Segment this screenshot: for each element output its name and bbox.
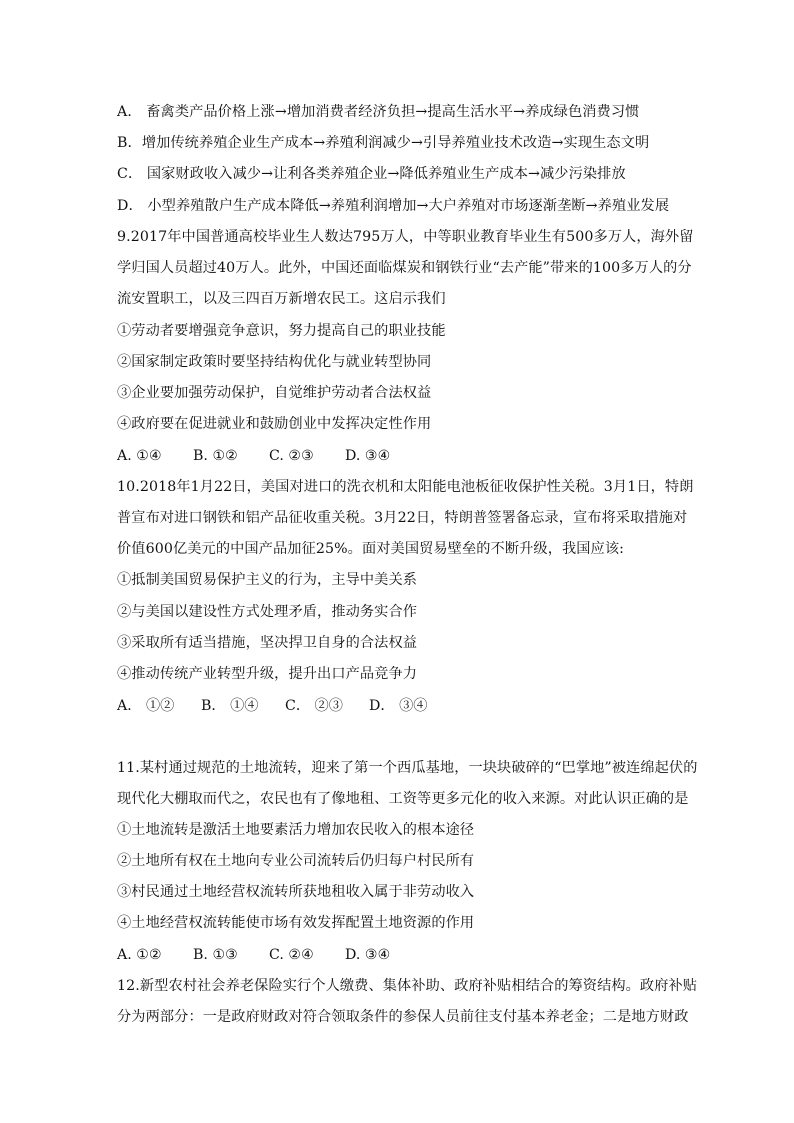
q10-choice-c: C． ②③ bbox=[285, 698, 343, 714]
q10-stem-line-2: 普宣布对进口钢铁和铝产品征收重关税。3月22日，特朗普签署备忘录，宣布将采取措施对 bbox=[117, 510, 688, 526]
q11-choice-c: C. ②④ bbox=[269, 947, 314, 963]
q9-stem-line-3: 流安置职工，以及三四百万新增农民工。这启示我们 bbox=[117, 291, 446, 307]
q10-item-4: ④推动传统产业转型升级，提升出口产品竞争力 bbox=[117, 666, 418, 682]
q11-stem-line-2: 现代化大棚取而代之，农民也有了像地租、工资等更多元化的收入来源。对此认识正确的是 bbox=[117, 791, 689, 807]
q9-choice-b: B. ①② bbox=[193, 448, 238, 464]
q9-choices bbox=[117, 446, 421, 466]
q9-choice-d: D. ③④ bbox=[345, 448, 391, 464]
q10-choice-b: B． ①④ bbox=[201, 698, 259, 714]
q10-choice-a: A． ①② bbox=[117, 698, 175, 714]
q10-stem-line-1: 10.2018年1月22日，美国对进口的洗衣机和太阳能电池板征收保护性关税。3月1日，特朗 bbox=[117, 479, 694, 495]
q10-choices bbox=[117, 696, 453, 716]
q12-stem-line-1: 12.新型农村社会养老保险实行个人缴费、集体补助、政府补贴相结合的筹资结构。政府补贴 bbox=[117, 978, 698, 994]
q11-choice-a: A. ①② bbox=[117, 947, 162, 963]
q10-stem-line-3: 价值600亿美元的中国产品加征25%。面对美国贸易壁垒的不断升级，我国应该: bbox=[117, 541, 625, 557]
q8-option-d: D． 小型养殖散户生产成本降低→养殖利润增加→大户养殖对市场逐渐垄断→养殖业发展 bbox=[117, 198, 670, 214]
q11-stem-line-1: 11.某村通过规范的土地流转，迎来了第一个西瓜基地，一块块破碎的“巴掌地”被连绵起伏的 bbox=[117, 760, 698, 776]
q9-stem-line-1: 9.2017年中国普通高校毕业生人数达795万人，中等职业教育毕业生有500多万人，海外留 bbox=[117, 229, 694, 245]
q11-item-1: ①土地流转是激活土地要素活力增加农民收入的根本途径 bbox=[117, 822, 475, 838]
q9-item-1: ①劳动者要增强竞争意识，努力提高自己的职业技能 bbox=[117, 323, 446, 339]
q10-item-2: ②与美国以建设性方式处理矛盾，推动务实合作 bbox=[117, 604, 418, 620]
q9-item-3: ③企业要加强劳动保护，自觉维护劳动者合法权益 bbox=[117, 385, 432, 401]
q11-item-4: ④土地经营权流转能使市场有效发挥配置土地资源的作用 bbox=[117, 915, 475, 931]
q10-item-3: ③采取所有适当措施，坚决捍卫自身的合法权益 bbox=[117, 635, 418, 651]
q10-choice-d: D． ③④ bbox=[369, 698, 428, 714]
q9-stem-line-2: 学归国人员超过40万人。此外，中国还面临煤炭和钢铁行业“去产能”带来的100多万人的分 bbox=[117, 260, 692, 276]
q9-item-2: ②国家制定政策时要坚持结构优化与就业转型协同 bbox=[117, 354, 432, 370]
q8-option-b: B．增加传统养殖企业生产成本→养殖利润减少→引导养殖业技术改造→实现生态文明 bbox=[117, 135, 650, 151]
q9-item-4: ④政府要在促进就业和鼓励创业中发挥决定性作用 bbox=[117, 416, 432, 432]
q9-choice-c: C. ②③ bbox=[269, 448, 314, 464]
q8-option-c: C． 国家财政收入减少→让利各类养殖企业→降低养殖业生产成本→减少污染排放 bbox=[117, 166, 626, 182]
q11-choices bbox=[117, 945, 421, 965]
q9-choice-a: A. ①④ bbox=[117, 448, 162, 464]
q11-choice-b: B. ①③ bbox=[193, 947, 238, 963]
q11-item-2: ②土地所有权在土地向专业公司流转后仍归每户村民所有 bbox=[117, 853, 475, 869]
q12-stem-line-2: 分为两部分：一是政府财政对符合领取条件的参保人员前往支付基本养老金；二是地方财政 bbox=[117, 1009, 689, 1025]
q11-choice-d: D. ③④ bbox=[345, 947, 391, 963]
q10-item-1: ①抵制美国贸易保护主义的行为，主导中美关系 bbox=[117, 572, 418, 588]
q11-item-3: ③村民通过土地经营权流转所获地租收入属于非劳动收入 bbox=[117, 884, 475, 900]
q8-option-a: A． 畜禽类产品价格上涨→增加消费者经济负担→提高生活水平→养成绿色消费习惯 bbox=[117, 104, 640, 120]
